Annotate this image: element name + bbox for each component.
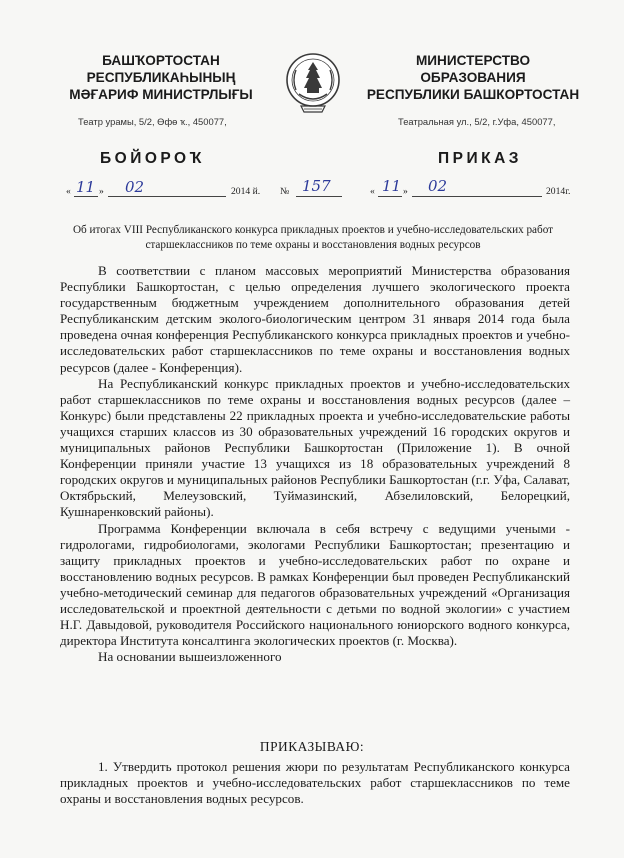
body-paragraph: На основании вышеизложенного [98,649,282,665]
header-right-line: МИНИСТЕРСТВО [415,53,531,68]
order-body [60,263,570,665]
underline [378,196,402,197]
body-paragraph: В соответствии с планом массовых мероприятий Министерства образования Республики Башкортостан, с целью определения лучшего экологического проекта государственным бюджетным учреждением дополнительного образования детей Республиканским детским эколого-биологическим центром 31 января 2014 года была проведена очная конференция Республиканского конкурса прикладных проектов и учебно-исследовательских работ старшеклассников по теме охраны и восстановления водных ресурсов (далее - Конференция). [60,263,570,375]
header-left-line: БАШҠОРТОСТАН [102,53,220,68]
right-month-handwritten: 02 [428,177,448,195]
body-paragraph: На Республиканский конкурс прикладных проектов и учебно-исследовательских работ старшеклассников по теме охраны и восстановления водных ресурсов (далее – Конкурс) были представлены 22 прикладных проекта и учебно-исследовательские работы учащихся старших классов из 30 образовательных учреждений 16 городских округов и муниципальных районов Республики Башкортостан (Приложение 1). В очной Конференции приняли участие 13 учащихся из 18 образовательных учреждений 8 городских округов и муниципальных районов Республики Башкортостан (г.г. Уфа, Салават, Октябрьский, Мелеузовский, Туймазинский, Абзелиловский, Белорецкий, Кушнаренковский районы). [60,375,570,520]
order-subject: Об итогах VIII Республиканского конкурса прикладных проектов и учебно-исследовательских работ старшеклассников по теме охраны и восстановления водных ресурсов [72,224,554,251]
left-month-handwritten: 02 [125,178,145,196]
body-paragraph: Программа Конференции включала в себя встречу с ведущими учеными - гидрологами, гидробиологами, экологами Республики Башкортостан; презентацию и защиту прикладных проектов и учебно-исследовательских работ по охране и восстановлению водных ресурсов. В рамках Конференции был проведен Республиканский учебно-методический семинар для педагогов образовательных учреждений «Организация исследовательской и проектной деятельности с детьми по водной экологии» с участием Н.Г. Давыдовой, руководителя Российского национального юниорского водного конкурса, директора Института консалтинга экологических проектов (г. Москва). [60,520,570,649]
header-left [52,52,270,103]
header-right-line: ОБРАЗОВАНИЯ [420,70,526,85]
underline [74,196,98,197]
header-left-line: МӘҒАРИФ МИНИСТРЛЫҒЫ [69,87,253,102]
quote-close: » [403,186,408,197]
doc-type-right: ПРИКАЗ [438,150,522,167]
order-word: ПРИКАЗЫВАЮ: [259,739,365,754]
underline [108,196,226,197]
quote-open: « [66,186,71,197]
header-left-line: РЕСПУБЛИКАҺЫНЫҢ [86,70,236,85]
header-left-address: Театр урамы, 5/2, Өфө ҡ., 450077, [78,116,227,127]
quote-open: « [370,186,375,197]
bashkortostan-emblem-icon [284,50,342,116]
date-line [0,177,624,204]
underline [296,196,342,197]
order-number-handwritten: 157 [302,177,331,195]
quote-close: » [99,186,104,197]
underline [412,196,542,197]
order-item: 1. Утвердить протокол решения жюри по результатам Республиканского конкурса прикладных проектов и учебно-исследовательских работ старшеклассников по теме охраны и восстановления водных ресурсов. [60,759,570,807]
right-year: 2014г. [546,186,571,197]
header-right [364,52,582,103]
left-year: 2014 й. [231,186,261,197]
right-day-handwritten: 11 [382,177,402,195]
header-right-address: Театральная ул., 5/2, г.Уфа, 450077, [398,116,556,127]
order-items [60,759,570,807]
left-day-handwritten: 11 [76,178,96,196]
header-right-line: РЕСПУБЛИКИ БАШКОРТОСТАН [366,87,580,102]
number-sign: № [280,186,290,197]
doc-type-left: БОЙОРОҠ [100,150,205,167]
